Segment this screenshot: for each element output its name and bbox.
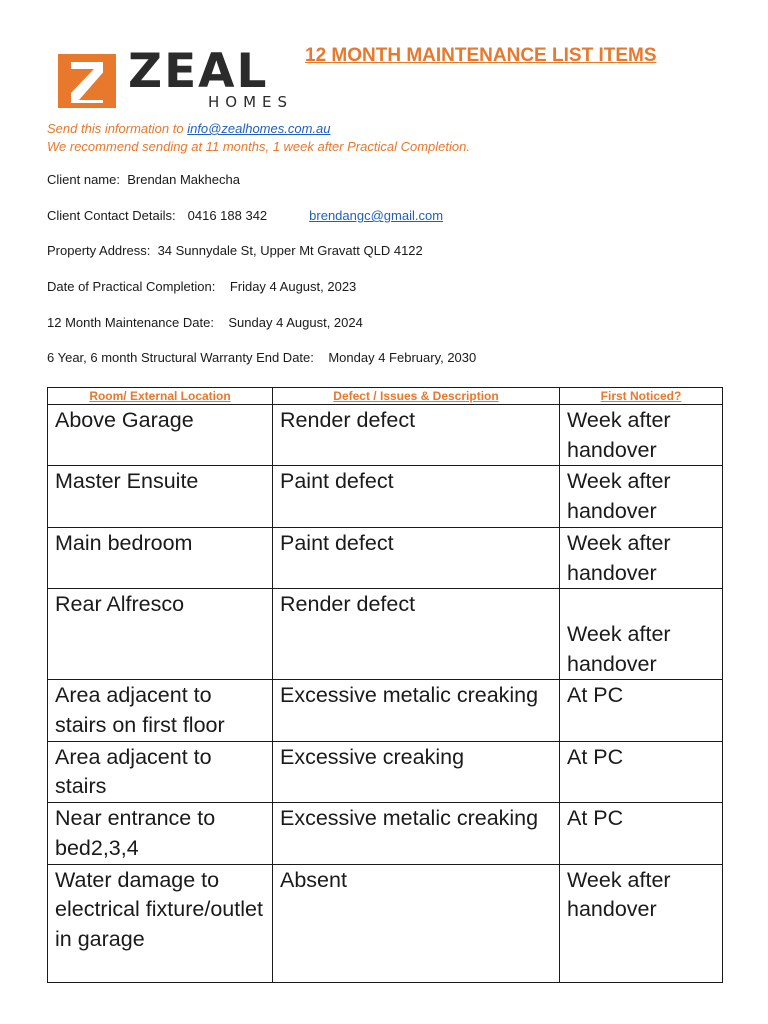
location-cell: Water damage to electrical fixture/outlet in garage [48, 864, 273, 982]
first-noticed-cell: Week after handover [560, 405, 723, 466]
warranty-end-label: 6 Year, 6 month Structural Warranty End Date: [47, 350, 314, 365]
send-info-note [47, 121, 330, 136]
property-address-label: Property Address: [47, 243, 151, 258]
location-cell: Master Ensuite [48, 466, 273, 527]
defect-cell: Paint defect [273, 466, 560, 527]
table-row [48, 741, 723, 802]
zeal-logo-mark-icon [58, 54, 116, 108]
first-noticed-cell: At PC [560, 741, 723, 802]
cell-spacer [567, 590, 716, 620]
defect-cell: Absent [273, 864, 560, 982]
defect-cell: Excessive metalic creaking [273, 803, 560, 864]
client-name-value: Brendan Makhecha [127, 172, 240, 187]
first-noticed-cell-wrap [560, 589, 723, 680]
location-cell: Main bedroom [48, 527, 273, 588]
practical-completion-row [47, 279, 356, 294]
column-header-defect: Defect / Issues & Description [273, 388, 560, 405]
column-header-location: Room/ External Location [48, 388, 273, 405]
client-name-label: Client name: [47, 172, 120, 187]
client-email-link[interactable]: brendangc@gmail.com [309, 208, 444, 223]
recommendation-note: We recommend sending at 11 months, 1 week after Practical Completion. [47, 139, 470, 154]
maintenance-date-label: 12 Month Maintenance Date: [47, 315, 214, 330]
location-cell: Rear Alfresco [48, 589, 273, 680]
table-header-row [48, 388, 723, 405]
defect-cell: Paint defect [273, 527, 560, 588]
warranty-end-value: Monday 4 February, 2030 [328, 350, 477, 365]
send-info-prefix: Send this information to [47, 121, 188, 136]
client-phone-value: 0416 188 342 [187, 208, 268, 223]
defect-cell: Excessive creaking [273, 741, 560, 802]
maintenance-date-row [47, 315, 363, 330]
client-contact-row [47, 208, 443, 223]
logo-subtitle: HOMES [208, 93, 294, 111]
table-row [48, 466, 723, 527]
table-row [48, 680, 723, 741]
first-noticed-cell: Week after handover [560, 864, 723, 982]
table-row [48, 405, 723, 466]
client-contact-label: Client Contact Details: [47, 208, 176, 223]
maintenance-date-value: Sunday 4 August, 2024 [228, 315, 363, 330]
defect-cell: Render defect [273, 589, 560, 680]
client-name-row [47, 172, 240, 187]
first-noticed-cell: At PC [560, 803, 723, 864]
location-cell: Area adjacent to stairs [48, 741, 273, 802]
first-noticed-cell: Week after handover [567, 621, 671, 676]
table-row [48, 864, 723, 982]
location-cell: Above Garage [48, 405, 273, 466]
practical-completion-value: Friday 4 August, 2023 [229, 279, 357, 294]
defect-cell: Excessive metalic creaking [273, 680, 560, 741]
logo-wordmark: ZEAL [128, 44, 269, 99]
first-noticed-cell: Week after handover [560, 466, 723, 527]
table-row [48, 589, 723, 680]
first-noticed-cell: At PC [560, 680, 723, 741]
column-header-first-noticed: First Noticed? [560, 388, 723, 405]
table-row [48, 803, 723, 864]
property-address-row [47, 243, 423, 258]
document-title: 12 MONTH MAINTENANCE LIST ITEMS [305, 45, 657, 66]
practical-completion-label: Date of Practical Completion: [47, 279, 216, 294]
defect-cell: Render defect [273, 405, 560, 466]
first-noticed-cell: Week after handover [560, 527, 723, 588]
table-row [48, 527, 723, 588]
zeal-homes-logo [58, 44, 294, 112]
property-address-value: 34 Sunnydale St, Upper Mt Gravatt QLD 4122 [157, 243, 423, 258]
warranty-end-row [47, 350, 476, 365]
maintenance-items-table [47, 387, 723, 983]
location-cell: Area adjacent to stairs on first floor [48, 680, 273, 741]
send-info-email-link[interactable]: info@zealhomes.com.au [187, 121, 331, 136]
location-cell: Near entrance to bed2,3,4 [48, 803, 273, 864]
